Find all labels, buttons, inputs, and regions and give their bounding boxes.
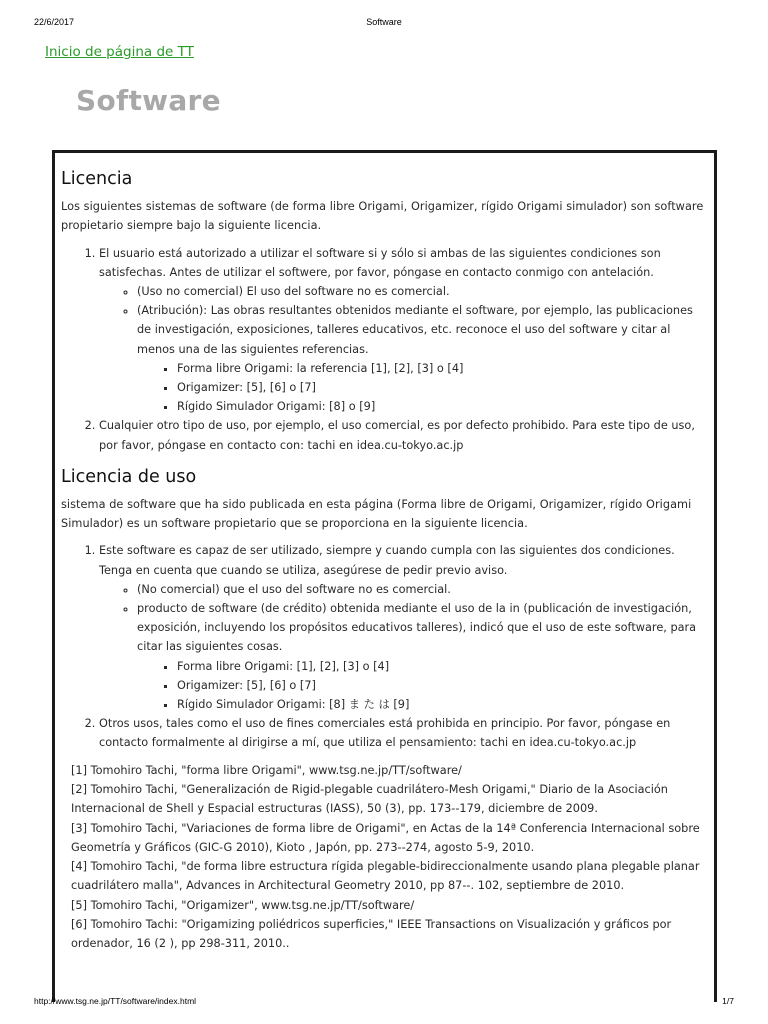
licencia-de-uso-conditions — [99, 541, 704, 752]
sub-condition-item — [137, 301, 704, 416]
print-doc-title: Software — [366, 17, 402, 27]
sub-condition-item — [137, 599, 704, 714]
bibliography-entry: [2] Tomohiro Tachi, "Generalización de Rigid-plegable cuadrilátero-Mesh Origami," Diario de la Asociación Internacional de Shell y Espacial estructuras (IASS), 50 (3), pp. 173--179, diciembre de 2009. — [71, 782, 668, 816]
section-heading-licencia: Licencia — [61, 169, 133, 189]
reference-item: ▪ Origamizer: [5], [6] o [7] — [177, 676, 704, 695]
reference-item: ▪ Rígido Simulador Origami: [8] ま た は [9] — [177, 695, 704, 714]
print-page-number: 1/7 — [722, 996, 734, 1006]
condition-item — [99, 541, 704, 714]
bibliography-entry: [4] Tomohiro Tachi, "de forma libre estructura rígida plegable-bidireccionalmente usando plana plegable planar cuadrilátero malla", Advances in Architectural Geometry 2010, pp 87--. 102, septiembre de 2010. — [71, 860, 700, 893]
condition-item: 2. Cualquier otro tipo de uso, por ejemplo, el uso comercial, es por defecto prohibido. Para este tipo de uso, por favor, póngase en contacto con: tachi en idea.cu-tokyo.ac.jp — [99, 416, 704, 454]
bibliography — [71, 761, 704, 954]
home-page-link[interactable]: Inicio de página de TT — [45, 44, 194, 60]
bibliography-entry: [5] Tomohiro Tachi, "Origamizer", www.tsg.ne.jp/TT/software/ — [71, 898, 415, 912]
condition-text: El usuario está autorizado a utilizar el software si y sólo si ambas de las siguientes condiciones son satisfechas. Antes de utilizar el softwere, por favor, póngase en contacto conmigo con antelación. — [99, 246, 661, 279]
licencia-conditions — [99, 244, 704, 455]
reference-list — [177, 359, 704, 417]
condition-item: 2. Otros usos, tales como el uso de fines comerciales está prohibida en principio. Por favor, póngase en contacto formalmente al dirigirse a mí, que utiliza el pensamiento: tachi en idea.cu-tokyo.ac.jp — [99, 714, 704, 752]
print-footer — [0, 996, 768, 1010]
bibliography-entry: [1] Tomohiro Tachi, "forma libre Origami", www.tsg.ne.jp/TT/software/ — [71, 763, 462, 777]
page-title: Software — [76, 84, 221, 117]
print-date: 22/6/2017 — [34, 17, 75, 27]
sub-condition-item: ◦ (Uso no comercial) El uso del software no es comercial. — [137, 282, 704, 301]
condition-text: Este software es capaz de ser utilizado, siempre y cuando cumpla con las siguientes dos condiciones. Tenga en cuenta que cuando se utiliza, asegúrese de pedir previo aviso. — [99, 544, 675, 577]
reference-item: ▪ Forma libre Origami: la referencia [1], [2], [3] o [4] — [177, 359, 704, 378]
licencia-intro: Los siguientes sistemas de software (de forma libre Origami, Origamizer, rígido Origami simulador) son software propietario siempre bajo la siguiente licencia. — [61, 200, 704, 233]
print-header — [0, 17, 768, 31]
sub-condition-text: (Atribución): Las obras resultantes obtenidos mediante el software, por ejemplo, las publicaciones de investigación, exposiciones, talleres educativos, etc. reconoce el uso del software y citar al menos una de las siguientes referencias. — [137, 304, 693, 356]
condition-item — [99, 244, 704, 417]
content-box — [52, 150, 717, 1002]
sub-condition-list — [137, 282, 704, 416]
section-heading-licencia-de-uso: Licencia de uso — [61, 466, 197, 487]
bibliography-entry: [6] Tomohiro Tachi: "Origamizing poliédricos superficies," IEEE Transactions on Visualización y gráficos por ordenador, 16 (2 ), pp 298-311, 2010.. — [71, 918, 672, 951]
sub-condition-item: ◦ (No comercial) que el uso del software no es comercial. — [137, 580, 704, 599]
reference-item: ▪ Forma libre Origami: [1], [2], [3] o [4] — [177, 657, 704, 676]
reference-list — [177, 657, 704, 715]
print-url: http://www.tsg.ne.jp/TT/software/index.html — [34, 996, 197, 1006]
sub-condition-text: producto de software (de crédito) obtenida mediante el uso de la in (publicación de investigación, exposición, incluyendo los propósitos educativos talleres), indicó que el uso de este software, para citar las siguientes cosas. — [137, 602, 697, 654]
bibliography-entry: [3] Tomohiro Tachi, "Variaciones de forma libre de Origami", en Actas de la 14ª Conferencia Internacional sobre Geometría y Gráficos (GIC-G 2010), Kioto , Japón, pp. 273--274, agosto 5-9, 2010. — [71, 821, 700, 854]
sub-condition-list — [137, 580, 704, 714]
reference-item: ▪ Rígido Simulador Origami: [8] o [9] — [177, 397, 704, 416]
reference-item: ▪ Origamizer: [5], [6] o [7] — [177, 378, 704, 397]
licencia-de-uso-intro: sistema de software que ha sido publicada en esta página (Forma libre de Origami, Origamizer, rígido Origami Simulador) es un software propietario que se proporciona en la siguiente licencia. — [61, 497, 692, 531]
